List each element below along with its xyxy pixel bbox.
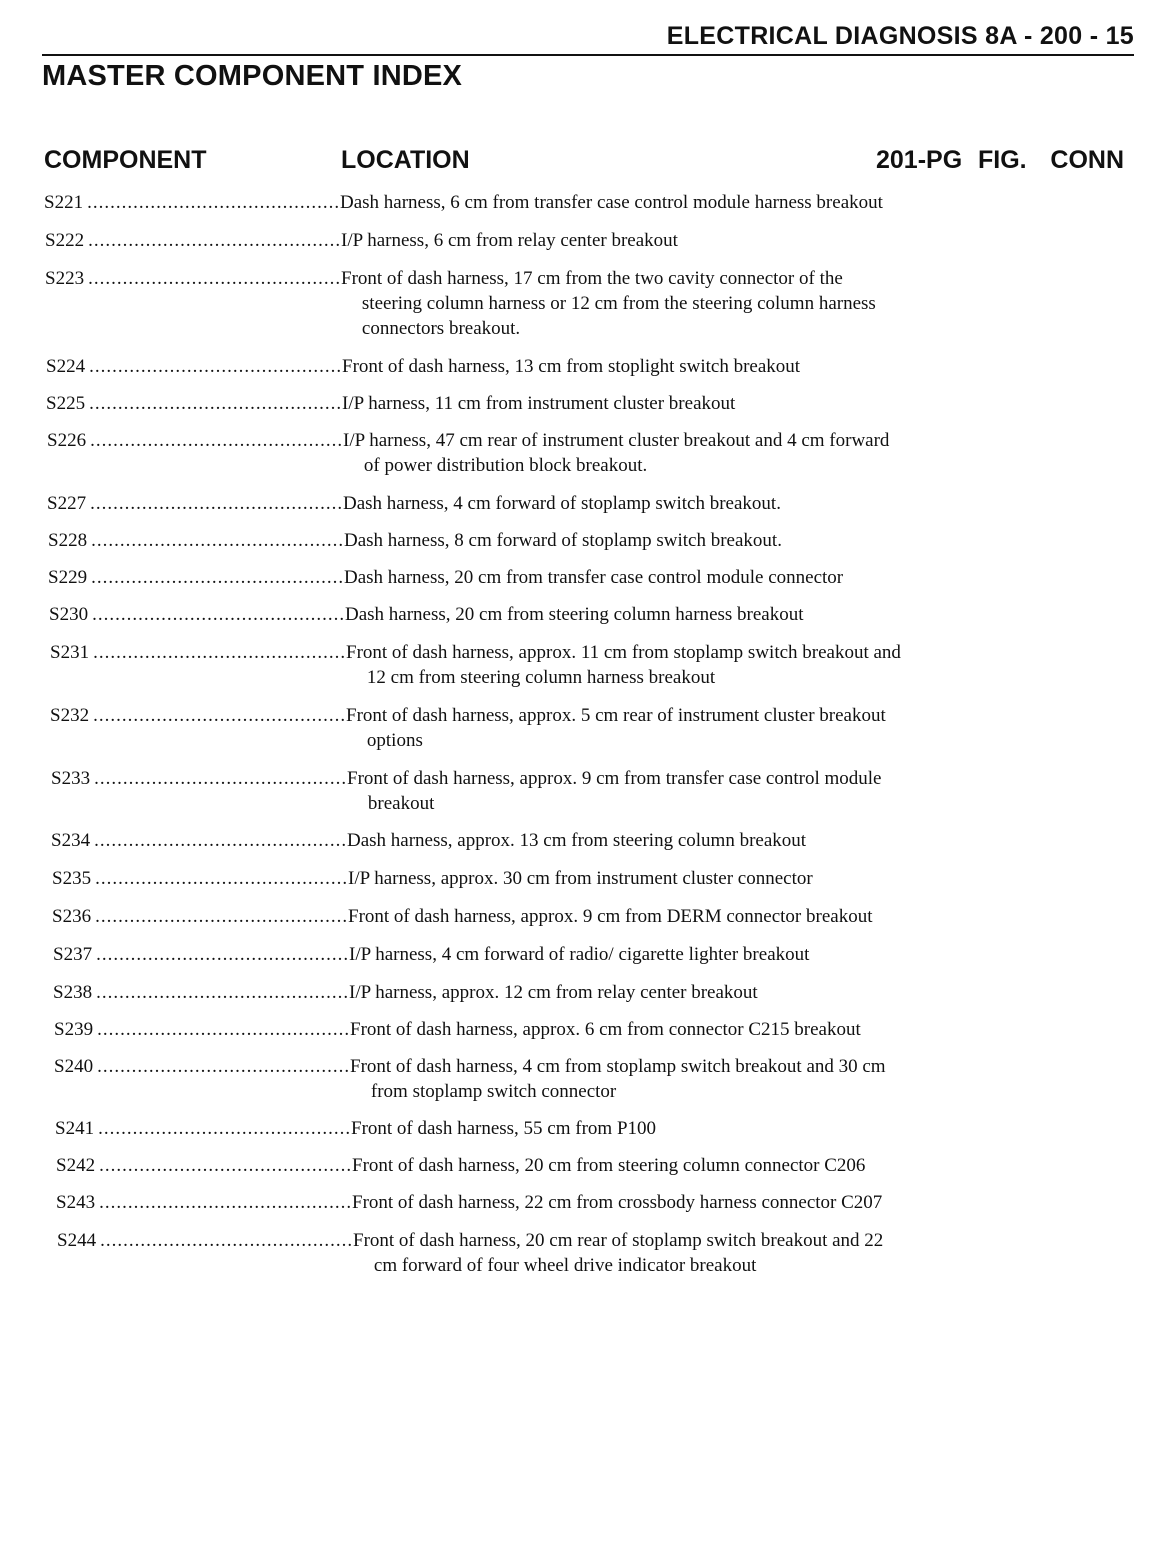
component-code: S224 [46,356,86,377]
location-cell: Dash harness, 4 cm forward of stoplamp switch breakout. [343,493,781,514]
component-code: S242 [56,1155,96,1176]
component-code: S237 [53,944,93,965]
location-cell: Front of dash harness, approx. 9 cm from transfer case control module breakout [347,768,882,814]
component-cell [45,228,341,253]
location-cell: Front of dash harness, 55 cm from P100 [351,1118,657,1139]
location-cell: Front of dash harness, 13 cm from stoplight switch breakout [342,356,801,377]
dot-leader [91,565,344,590]
index-row [44,354,904,379]
location-cell: Dash harness, 20 cm from transfer case control module connector [344,567,844,588]
component-cell [51,828,347,853]
component-cell [54,1017,350,1042]
index-row [44,428,904,478]
component-cell [52,904,348,929]
component-code: S233 [51,768,91,789]
dot-leader [95,866,348,891]
location-cell: I/P harness, approx. 12 cm from relay center breakout [349,982,758,1003]
location-cell: Dash harness, approx. 13 cm from steering column breakout [347,830,807,851]
index-row [44,1054,904,1104]
component-code: S240 [54,1056,94,1077]
location-cell: Dash harness, 20 cm from steering column harness breakout [345,604,804,625]
dot-leader [87,190,340,215]
location-cell: I/P harness, 11 cm from instrument cluster breakout [342,393,736,414]
index-row [44,980,904,1005]
component-code: S230 [49,604,89,625]
dot-leader [93,703,346,728]
component-cell [50,640,346,690]
dot-leader [95,904,348,929]
location-cell: Front of dash harness, 4 cm from stoplamp switch breakout and 30 cm from stoplamp switch connector [350,1056,886,1102]
index-row [44,491,904,516]
index-row [44,602,904,627]
index-row [44,703,904,753]
location-cell: Front of dash harness, approx. 9 cm from DERM connector breakout [348,906,873,927]
dot-leader [89,391,342,416]
running-head: ELECTRICAL DIAGNOSIS 8A - 200 - 15 [666,22,1134,50]
component-cell [45,266,341,341]
component-index-list [44,190,904,1278]
column-header-location: LOCATION [341,146,470,174]
index-row [44,904,904,929]
index-row [44,528,904,553]
component-code: S232 [50,705,90,726]
component-code: S227 [47,493,87,514]
dot-leader [99,1190,352,1215]
component-cell [48,528,344,553]
component-cell [54,1054,350,1104]
page-header [42,22,1134,56]
index-row [44,228,904,253]
index-row [44,766,904,816]
component-code: S221 [44,192,84,213]
dot-leader [100,1228,353,1253]
dot-leader [92,602,345,627]
component-code: S226 [47,430,87,451]
index-row [44,1153,904,1178]
dot-leader [97,1017,350,1042]
component-cell [46,391,342,416]
index-row [44,391,904,416]
component-cell [57,1228,353,1278]
component-code: S239 [54,1019,94,1040]
index-row [44,190,904,215]
component-code: S231 [50,642,90,663]
location-cell: Front of dash harness, 22 cm from crossbody harness connector C207 [352,1192,883,1213]
component-cell [56,1153,352,1178]
dot-leader [93,640,346,665]
location-cell: Front of dash harness, approx. 11 cm from stoplamp switch breakout and 12 cm from steering column harness breakout [346,642,901,688]
component-code: S225 [46,393,86,414]
location-cell: I/P harness, 4 cm forward of radio/ cigarette lighter breakout [349,944,810,965]
dot-leader [88,228,341,253]
location-cell: Front of dash harness, approx. 6 cm from connector C215 breakout [350,1019,861,1040]
column-headers [44,146,1124,180]
column-header-fig: FIG. [978,146,1027,174]
location-cell: I/P harness, approx. 30 cm from instrument cluster connector [348,868,813,889]
component-code: S228 [48,530,88,551]
component-cell [47,491,343,516]
index-row [44,866,904,891]
dot-leader [91,528,344,553]
component-cell [55,1116,351,1141]
component-code: S234 [51,830,91,851]
location-cell: Front of dash harness, 20 cm rear of stoplamp switch breakout and 22 cm forward of four wheel drive indicator breakout [353,1230,884,1276]
component-cell [47,428,343,478]
component-code: S244 [57,1230,97,1251]
component-code: S223 [45,268,85,289]
component-cell [46,354,342,379]
component-cell [53,942,349,967]
dot-leader [99,1153,352,1178]
location-cell: I/P harness, 47 cm rear of instrument cluster breakout and 4 cm forward of power distribution block breakout. [343,430,890,476]
column-header-page: 201-PG [876,146,963,174]
component-cell [44,190,340,215]
dot-leader [89,354,342,379]
dot-leader [88,266,341,291]
component-code: S229 [48,567,88,588]
index-row [44,1116,904,1141]
location-cell: Front of dash harness, approx. 5 cm rear of instrument cluster breakout options [346,705,886,751]
component-cell [50,703,346,753]
index-row [44,266,904,341]
component-cell [48,565,344,590]
index-row [44,1228,904,1278]
component-cell [53,980,349,1005]
index-row [44,942,904,967]
component-code: S235 [52,868,92,889]
component-cell [51,766,347,816]
component-cell [56,1190,352,1215]
index-row [44,640,904,690]
location-cell: Dash harness, 6 cm from transfer case control module harness breakout [340,192,883,213]
column-header-conn: CONN [1050,146,1124,174]
location-cell: Dash harness, 8 cm forward of stoplamp switch breakout. [344,530,782,551]
component-code: S222 [45,230,85,251]
dot-leader [94,766,347,791]
index-row [44,828,904,853]
component-cell [52,866,348,891]
component-code: S238 [53,982,93,1003]
index-row [44,1017,904,1042]
page-title: MASTER COMPONENT INDEX [42,60,463,92]
dot-leader [96,980,349,1005]
component-code: S236 [52,906,92,927]
index-row [44,565,904,590]
location-cell: Front of dash harness, 20 cm from steering column connector C206 [352,1155,866,1176]
dot-leader [96,942,349,967]
dot-leader [98,1116,351,1141]
dot-leader [90,491,343,516]
dot-leader [90,428,343,453]
dot-leader [94,828,347,853]
column-header-component: COMPONENT [44,146,207,174]
location-cell: I/P harness, 6 cm from relay center breakout [341,230,678,251]
location-cell: Front of dash harness, 17 cm from the two cavity connector of the steering column harness or 12 cm from the steering column harness connectors breakout. [341,268,876,339]
dot-leader [97,1054,350,1079]
component-code: S241 [55,1118,95,1139]
component-code: S243 [56,1192,96,1213]
component-cell [49,602,345,627]
index-row [44,1190,904,1215]
